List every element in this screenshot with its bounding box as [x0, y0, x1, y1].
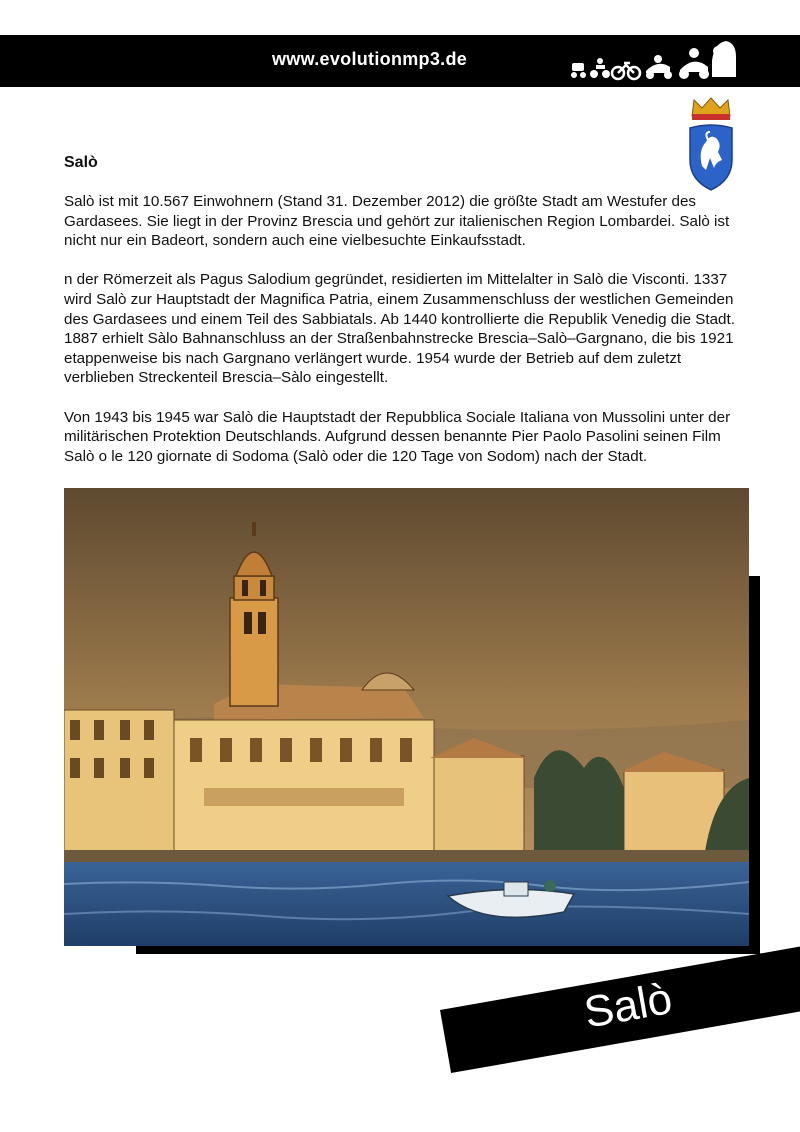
- vehicle-icons: [566, 37, 736, 85]
- paragraph: n der Römerzeit als Pagus Salodium gegründet, residierten im Mittelalter in Salò die Visconti. 1337 wird Salò zur Hauptstadt der Magnifica Patria, einem Zusammenschluss der westlichen Gemeinden des Gardasees und einem Teil des Sabbiatals. Ab 1440 kontrollierte die Republik Venedig die Stadt. 1887 erhielt Sàlo Bahnanschluss an der Straßenbahnstrecke Brescia–Salò–Gargnano, die bis 1921 etappenweise bis nach Gargnano verlängert wurde. 1954 wurde der Betrieb auf dem zuletzt verblieben Streckenteil Brescia–Sàlo eingestellt.: [64, 271, 735, 387]
- header-bar: [0, 35, 800, 87]
- car-icon: [712, 41, 736, 77]
- paragraph: Salò ist mit 10.567 Einwohnern (Stand 31. Dezember 2012) die größte Stadt am Westufer des Gardasees. Sie liegt in der Provinz Brescia und gehört zur italienischen Region Lombardei. Salò ist nicht nur ein Badeort, sondern auch eine vielbesuchte Einkaufsstadt.: [64, 193, 730, 250]
- motorcycle-icon: [679, 48, 709, 79]
- footer-title-band: [440, 944, 800, 1073]
- footer-title: Salò: [580, 973, 676, 1038]
- paragraph: Von 1943 bis 1945 war Salò die Hauptstadt der Repubblica Sociale Italiana von Mussolini unter der militärischen Protektion Deutschlands. Aufgrund dessen benannte Pier Paolo Pasolini seinen Film Salò o le 120 giornate di Sodoma (Salò oder die 120 Tage von Sodom) nach der Stadt.: [64, 408, 731, 465]
- scooter-icon: [646, 55, 672, 79]
- stroller-icon: [571, 63, 586, 78]
- article-body: [64, 192, 754, 466]
- bicycle-icon: [612, 63, 640, 79]
- tricycle-icon: [590, 58, 610, 78]
- page-heading: Salò: [64, 154, 98, 171]
- salo-photo: [64, 488, 749, 946]
- website-url[interactable]: www.evolutionmp3.de: [272, 49, 468, 69]
- coat-of-arms-icon: [684, 96, 738, 192]
